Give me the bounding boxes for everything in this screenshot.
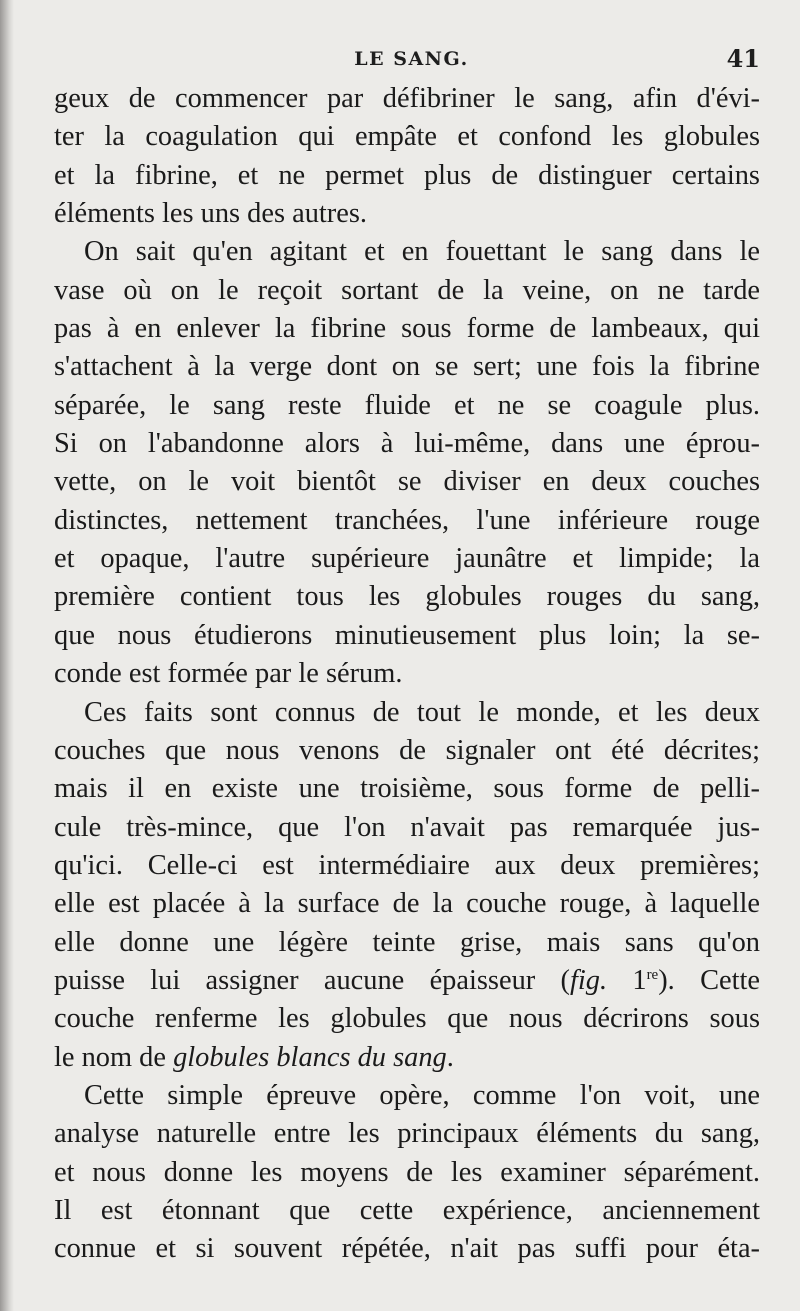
text-line: vase où on le reçoit sortant de la veine, on ne tarde	[54, 274, 760, 306]
page-binding-shadow	[0, 0, 14, 1311]
page-number: 41	[726, 44, 760, 73]
italic-term-after: .	[446, 1041, 454, 1073]
text-line: ter la coagulation qui empâte et confond les globules	[54, 121, 760, 153]
running-title: LE SANG.	[354, 48, 469, 70]
text-line: Cette simple épreuve opère, comme l'on voit, une	[84, 1079, 760, 1111]
text-line: distinctes, nettement tranchées, l'une inférieure rouge	[54, 504, 760, 536]
text-line: et opaque, l'autre supérieure jaunâtre et limpide; la	[54, 543, 760, 575]
text-line: geux de commencer par défibriner le sang, afin d'évi-	[54, 83, 760, 114]
text-line: Il est étonnant que cette expérience, anciennement	[54, 1194, 760, 1226]
text-line: elle est placée à la surface de la couche rouge, à laquelle	[54, 888, 760, 920]
text-line: couche renferme les globules que nous décrirons sous	[54, 1003, 760, 1035]
text-line: vette, on le voit bientôt se diviser en deux couches	[54, 466, 760, 498]
text-line: pas à en enlever la fibrine sous forme de lambeaux, qui	[54, 313, 760, 345]
text-line: conde est formée par le sérum.	[54, 658, 403, 690]
text-line: Ces faits sont connus de tout le monde, et les deux	[84, 696, 760, 728]
text-line: et nous donne les moyens de les examiner séparément.	[54, 1156, 760, 1188]
text-line: séparée, le sang reste fluide et ne se coagule plus.	[54, 389, 760, 421]
figure-ref-before: puisse lui assigner aucune épaisseur (	[54, 964, 570, 996]
text-line: analyse naturelle entre les principaux éléments du sang,	[54, 1118, 760, 1150]
text-line: que nous étudierons minutieusement plus loin; la se-	[54, 619, 760, 651]
text-line-italic-term	[54, 1039, 760, 1077]
text-line: elle donne une légère teinte grise, mais sans qu'on	[54, 926, 760, 958]
text-line: Si on l'abandonne alors à lui-même, dans une éprou-	[54, 428, 760, 460]
figure-ref-number: 1	[607, 964, 647, 996]
text-line: couches que nous venons de signaler ont été décrites;	[54, 734, 760, 766]
italic-term: globules blancs du sang	[173, 1041, 447, 1073]
figure-ref-after: ). Cette	[658, 964, 760, 996]
text-line: mais il en existe une troisième, sous forme de pelli-	[54, 773, 760, 805]
text-line: éléments les uns des autres.	[54, 198, 368, 230]
text-line: s'attachent à la verge dont on se sert; une fois la fibrine	[54, 351, 760, 383]
page-header	[55, 42, 768, 78]
text-line: cule très-mince, que l'on n'avait pas remarquée jus-	[54, 811, 760, 843]
text-line: première contient tous les globules rouges du sang,	[54, 581, 760, 613]
figure-ref-abbrev: fig.	[569, 964, 608, 996]
text-line: et la fibrine, et ne permet plus de distinguer certains	[54, 159, 760, 191]
body-text	[54, 80, 760, 1269]
text-line: connue et si souvent répétée, n'ait pas suffi pour éta-	[54, 1233, 760, 1265]
text-line: On sait qu'en agitant et en fouettant le sang dans le	[84, 236, 760, 268]
text-line: qu'ici. Celle-ci est intermédiaire aux deux premières;	[54, 849, 760, 881]
text-line-figure-ref	[54, 962, 760, 1000]
figure-ref-superscript: re	[646, 966, 659, 983]
italic-term-before: le nom de	[54, 1041, 174, 1073]
